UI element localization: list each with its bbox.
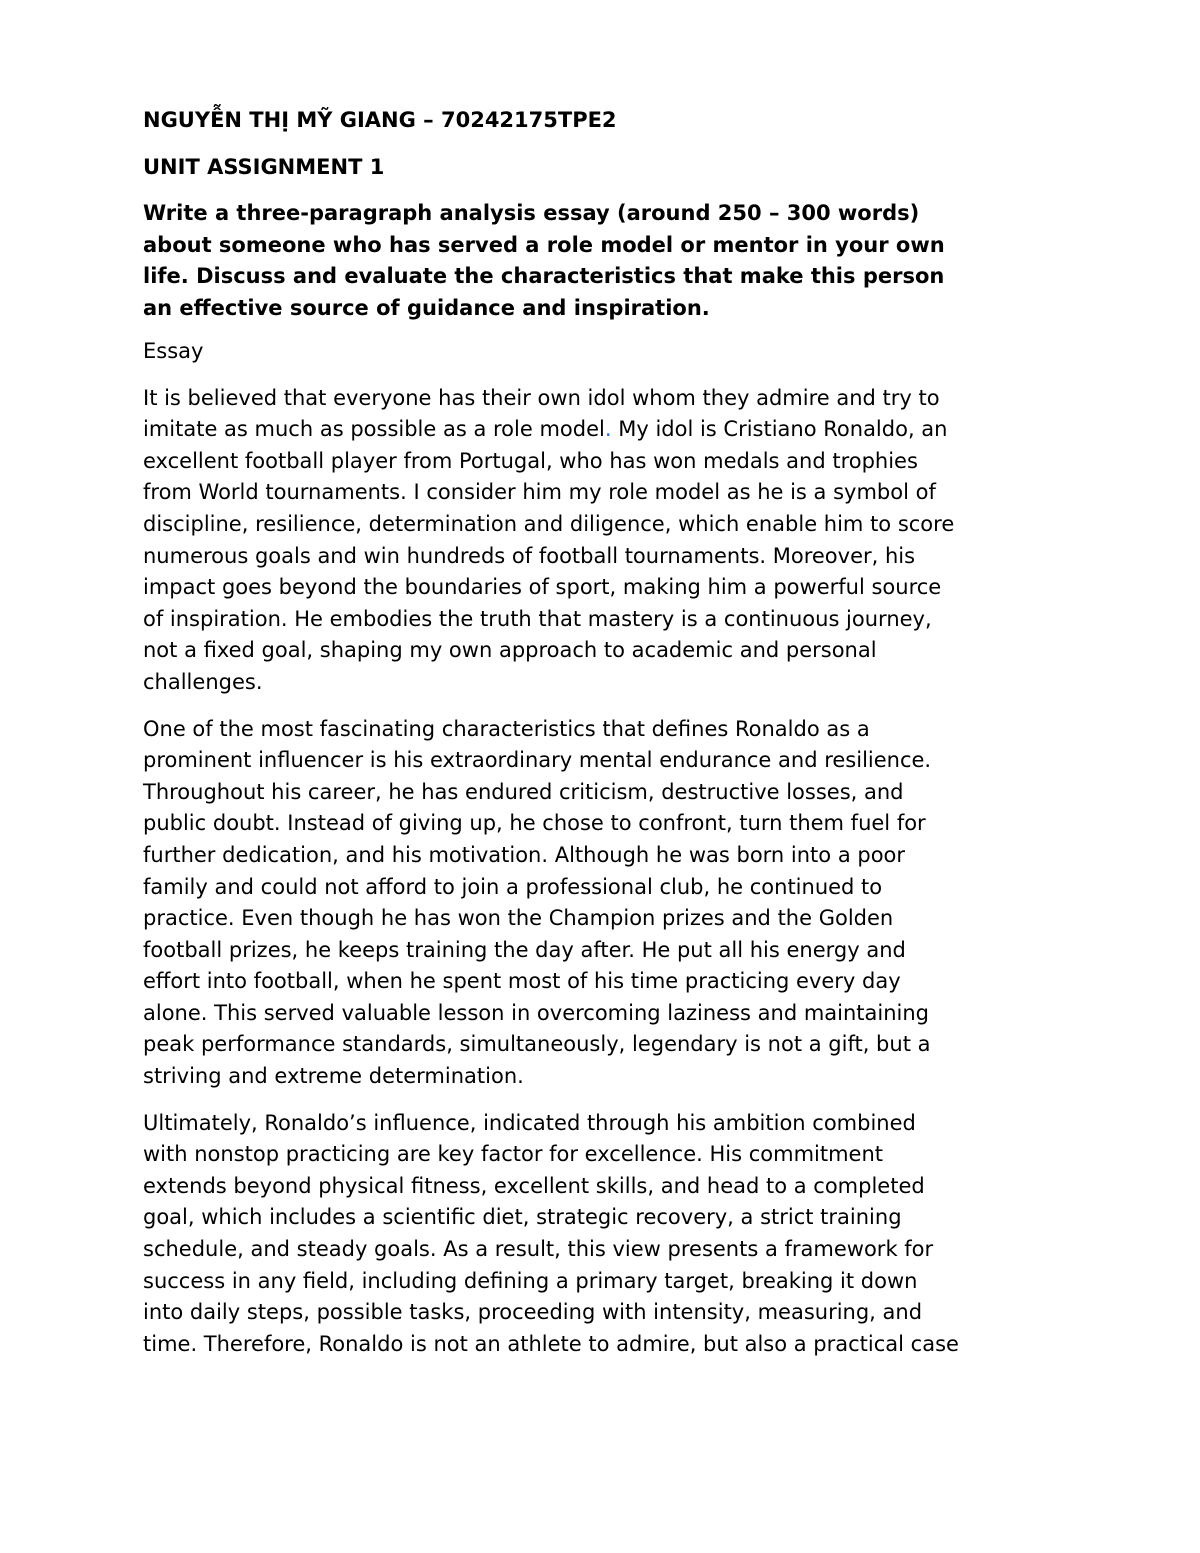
prompt-line: life. Discuss and evaluate the characteristics that make this person — [143, 264, 945, 288]
highlighted-period: . — [604, 417, 612, 442]
paragraph-line: schedule, and steady goals. As a result, this view presents a framework for — [143, 1237, 934, 1262]
prompt-line: an effective source of guidance and inspiration. — [143, 295, 710, 320]
paragraph-line — [143, 414, 1063, 446]
paragraph-line: Throughout his career, he has endured criticism, destructive losses, and — [143, 779, 904, 804]
paragraph-line: striving and extreme determination. — [143, 1064, 524, 1089]
paragraph-line: into daily steps, possible tasks, proceeding with intensity, measuring, and — [143, 1300, 923, 1325]
essay-paragraph-2 — [143, 714, 1063, 1093]
paragraph-line: from World tournaments. I consider him my role model as he is a symbol of — [143, 480, 936, 505]
essay-label: Essay — [143, 339, 204, 363]
paragraph-line: excellent football player from Portugal, who has won medals and trophies — [143, 448, 918, 473]
assignment-title: UNIT ASSIGNMENT 1 — [143, 155, 385, 179]
paragraph-line: effort into football, when he spent most of his time practicing every day — [143, 969, 901, 994]
paragraph-line: of inspiration. He embodies the truth that mastery is a continuous journey, — [143, 606, 932, 631]
paragraph-line: peak performance standards, simultaneously, legendary is not a gift, but a — [143, 1032, 931, 1057]
paragraph-line: prominent influencer is his extraordinary mental endurance and resilience. — [143, 748, 932, 773]
paragraph-line: practice. Even though he has won the Champion prizes and the Golden — [143, 906, 894, 931]
prompt-line: about someone who has served a role model or mentor in your own — [143, 232, 945, 257]
paragraph-line: alone. This served valuable lesson in overcoming laziness and maintaining — [143, 1000, 930, 1025]
paragraph-line: extends beyond physical fitness, excellent skills, and head to a completed — [143, 1173, 925, 1198]
paragraph-line: goal, which includes a scientific diet, strategic recovery, a strict training — [143, 1205, 902, 1230]
paragraph-line: discipline, resilience, determination and diligence, which enable him to score — [143, 511, 955, 536]
paragraph-line: football prizes, he keeps training the day after. He put all his energy and — [143, 937, 906, 962]
author-line: NGUYỄN THỊ MỸ GIANG – 70242175TPE2 — [143, 108, 617, 132]
document-body — [143, 104, 1063, 1375]
paragraph-line: Ultimately, Ronaldo’s influence, indicated through his ambition combined — [143, 1110, 916, 1135]
paragraph-line: One of the most fascinating characteristics that defines Ronaldo as a — [143, 716, 870, 741]
paragraph-line: family and could not afford to join a professional club, he continued to — [143, 874, 883, 899]
paragraph-line: public doubt. Instead of giving up, he chose to confront, turn them fuel for — [143, 811, 926, 836]
paragraph-line-segment: imitate as much as possible as a role model — [143, 417, 605, 442]
paragraph-line: It is believed that everyone has their own idol whom they admire and try to — [143, 385, 940, 410]
paragraph-line: not a fixed goal, shaping my own approach to academic and personal — [143, 638, 877, 663]
paragraph-line: success in any field, including defining a primary target, breaking it down — [143, 1268, 918, 1293]
paragraph-line: further dedication, and his motivation. Although he was born into a poor — [143, 842, 906, 867]
assignment-prompt — [143, 198, 1063, 324]
prompt-line: Write a three-paragraph analysis essay (around 250 – 300 words) — [143, 201, 920, 225]
essay-paragraph-3 — [143, 1108, 1063, 1361]
paragraph-line: impact goes beyond the boundaries of sport, making him a powerful source — [143, 575, 942, 600]
paragraph-line: challenges. — [143, 669, 263, 694]
paragraph-line: numerous goals and win hundreds of football tournaments. Moreover, his — [143, 543, 916, 568]
paragraph-line: with nonstop practicing are key factor for excellence. His commitment — [143, 1142, 884, 1167]
paragraph-line: time. Therefore, Ronaldo is not an athlete to admire, but also a practical case — [143, 1331, 959, 1356]
essay-paragraph-1 — [143, 383, 1063, 699]
paragraph-line-segment: My idol is Cristiano Ronaldo, an — [611, 417, 948, 442]
